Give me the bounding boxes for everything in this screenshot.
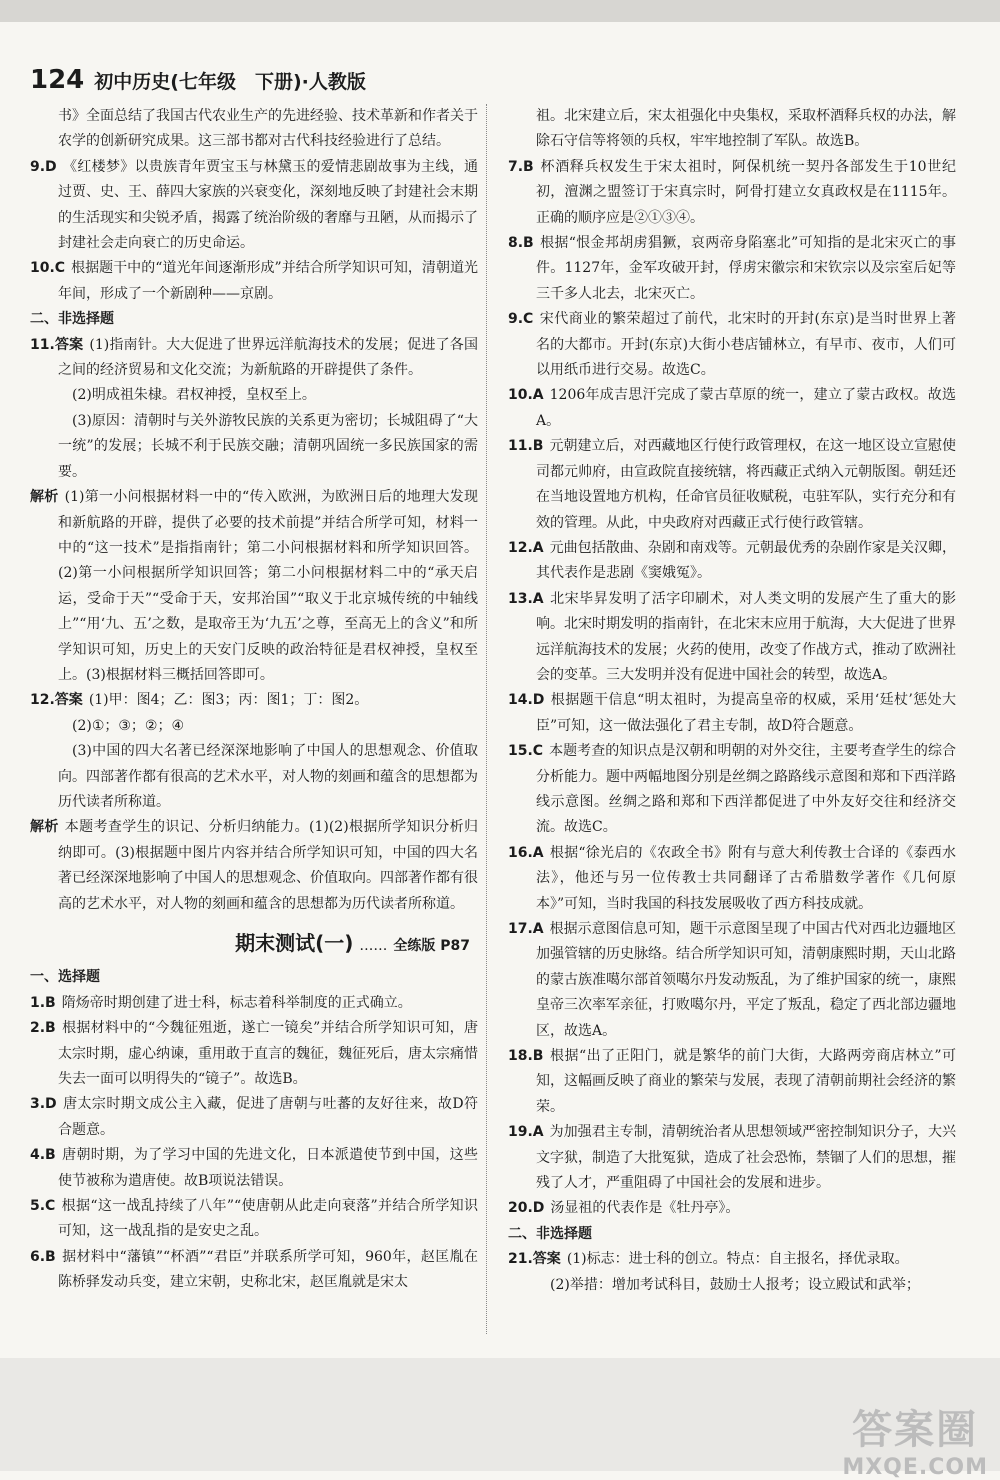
section-heading: 二、非选择题 (30, 311, 114, 328)
answer-number: 12.答案 (30, 692, 83, 709)
answer-text: 为加强君主专制，清朝统治者从思想领域严密控制知识分子，大兴文字狱，制造了大批冤狱，造成了社会恐怖，禁锢了人们的思想，摧残了人才，严重阻碍了中国社会的发展和进步。 (536, 1124, 956, 1192)
answer-number: 15.C (508, 743, 544, 760)
answer-text: (1)甲：图4；乙：图3；丙：图1；丁：图2。 (88, 692, 369, 709)
section-heading: 一、选择题 (30, 969, 100, 986)
answer-5 (30, 1194, 478, 1245)
answer-11 (508, 434, 956, 536)
right-column (508, 104, 956, 1298)
answer-number: 1.B (30, 994, 56, 1011)
answer-number: 12.A (508, 539, 544, 556)
answer-text: 根据“徐光启的《农政全书》附有与意大利传教士合译的《泰西水法》，他还与另一位传教士共同翻译了古希腊数学著作《几何原本》”可知，当时我国的科技发展吸收了西方科技成就。 (536, 844, 956, 912)
answer-number: 17.A (508, 921, 544, 937)
answer-text: 根据“恨金邦胡虏猖獗，哀两帝身陷塞北”可知指的是北宋灭亡的事件。1127年，金军攻破开封，俘虏宋徽宗和宋钦宗以及宗室后妃等三千多人北去，北宋灭亡。 (536, 235, 956, 302)
answer-12 (508, 536, 956, 587)
answer-number: 3.D (30, 1096, 57, 1113)
answer-text: 根据“出了正阳门，就是繁华的前门大街，大路两旁商店林立”可知，这幅画反映了商业的繁荣与发展，表现了清朝前期社会经济的繁荣。 (536, 1048, 956, 1115)
answer-text: 据材料中“藩镇”“杯酒”“君臣”并联系所学可知，960年，赵匡胤在陈桥驿发动兵变，建立宋朝，史称北宋，赵匡胤就是宋太 (58, 1248, 478, 1291)
answer-12-part3: (3)中国的四大名著已经深深地影响了中国人的思想观念、价值取向。四部著作都有很高的艺术水平，对人物的刻画和蕴含的思想都为历代读者所称道。 (58, 743, 478, 810)
answer-number: 18.B (508, 1048, 544, 1065)
answer-number: 6.B (30, 1248, 56, 1265)
answer-14 (508, 688, 956, 739)
answer-text: 根据“这一战乱持续了八年”“使唐朝从此走向衰落”并结合所学知识可知，这一战乱指的是安史之乱。 (58, 1198, 478, 1240)
answer-19 (508, 1120, 956, 1196)
answer-8 (508, 231, 956, 307)
page-number: 124 (30, 65, 85, 95)
site-watermark-logo (842, 1398, 988, 1480)
answer-text: 隋炀帝时期创建了进士科，标志着科举制度的正式确立。 (61, 994, 412, 1011)
answer-4 (30, 1143, 478, 1194)
answer-number: 10.C (30, 260, 66, 277)
answer-16 (508, 841, 956, 917)
answer-number: 21.答案 (508, 1251, 561, 1268)
answer-text: 元朝建立后，对西藏地区行使行政管理权，在这一地区设立宣慰使司都元帅府，由宣政院直接统辖，将西藏正式纳入元朝版图。朝廷还在当地设置地方机构，任命官员征收赋税，屯驻军队，实行充分和有效的管理。从此，中央政府对西藏正式行使行政管辖。 (536, 438, 956, 531)
analysis-text: (1)第一小问根据材料一中的“传入欧洲，为欧洲日后的地理大发现和新航路的开辟，提供了必要的技术前提”并结合所学可知，材料一中的“这一技术”是指指南针；第二小问根据材料和所学知识回答。(2)第一小问根据所学知识回答；第二小问根据材料二中的“承天启运，受命于天”“受命于天，安邦治国”“取义于北京城传统的中轴线上”“用‘九、五’之数，是取帝王为‘九五’之尊，至高无上的含义”和所学知识可知，历史上的天安门反映的政治特征是君权神授，皇权至上。(3)根据材料三概括回答即可。 (58, 489, 478, 683)
answer-number: 2.B (30, 1020, 56, 1037)
test-title-row (30, 931, 478, 959)
answer-text: 本题考查的知识点是汉朝和明朝的对外交往，主要考查学生的综合分析能力。题中两幅地图分别是丝绸之路路线示意图和郑和下西洋路线示意图。丝绸之路和郑和下西洋都促进了中外友好交往和经济交流。故选C。 (536, 743, 956, 836)
answer-text: 根据示意图信息可知，题干示意图呈现了中国古代对西北边疆地区加强管辖的历史脉络。结合所学知识可知，清朝康熙时期，天山北路的蒙古族准噶尔部首领噶尔丹发动叛乱，为了维护国家的统一，康熙皇帝三次率军亲征，打败噶尔丹，平定了叛乱，稳定了西北部边疆地区，故选A。 (536, 921, 956, 1039)
answer-1 (30, 991, 478, 1016)
answer-text: 根据题干信息“明太祖时，为提高皇帝的权威，采用‘廷杖’惩处大臣”可知，这一做法强化了君主专制，故D符合题意。 (536, 692, 956, 734)
answer-number: 10.A (508, 387, 544, 404)
answer-11-part2: (2)明成祖朱棣。君权神授，皇权至上。 (72, 387, 316, 404)
answer-9 (30, 155, 478, 257)
answer-number: 5.C (30, 1198, 56, 1215)
answer-text: 元曲包括散曲、杂剧和南戏等。元朝最优秀的杂剧作家是关汉卿，其代表作是悲剧《窦娥冤》。 (536, 539, 956, 582)
answer-number: 9.D (30, 158, 57, 175)
watermark-line1: 答案圈 (852, 1407, 979, 1453)
answer-text: 根据材料中的“今魏征殂逝，遂亡一镜矣”并结合所学知识可知，唐太宗时期，虚心纳谏，重用敢于直言的魏征，魏征死后，唐太宗痛惜失去一面可以明得失的“镜子”。故选B。 (58, 1020, 478, 1088)
answer-2 (30, 1016, 478, 1092)
answer-18 (508, 1044, 956, 1120)
analysis-12 (30, 815, 478, 917)
answer-21-part2: (2)举措：增加考试科目，鼓励士人报考；设立殿试和武举； (550, 1276, 920, 1293)
answer-number: 20.D (508, 1200, 545, 1217)
answer-text: 唐朝时期，为了学习中国的先进文化，日本派遣使节到中国，这些使节被称为遣唐使。故B项说法错误。 (58, 1147, 478, 1189)
analysis-text: 本题考查学生的识记、分析归纳能力。(1)(2)根据所学知识分析归纳即可。(3)根据题中图片内容并结合所学知识可知，中国的四大名著已经深深地影响了中国人的思想观念、价值取向。四部著作都有很高的艺术水平，对人物的刻画和蕴含的思想都为历代读者所称道。 (58, 819, 479, 912)
test-title: 期末测试(一) (235, 931, 354, 955)
answer-number: 19.A (508, 1124, 544, 1141)
answer-text: (1)标志：进士科的创立。特点：自主报名，择优录取。 (566, 1251, 909, 1268)
answer-12 (30, 688, 478, 713)
analysis-label: 解析 (30, 489, 59, 506)
answer-text: 杯酒释兵权发生于宋太祖时，阿保机统一契丹各部发生于10世纪初，澶渊之盟签订于宋真宗时，阿骨打建立女真政权是在1115年。正确的顺序应是②①③④。 (536, 158, 956, 226)
answer-number: 4.B (30, 1147, 56, 1164)
answer-text: 根据题干中的“道光年间逐渐形成”并结合所学知识可知，清朝道光年间，形成了一个新剧种——京剧。 (58, 260, 478, 302)
answer-7 (508, 155, 956, 231)
section-heading: 二、非选择题 (508, 1225, 592, 1242)
answer-11-part3: (3)原因：清朝时与关外游牧民族的关系更为密切；长城阻碍了“大一统”的发展；长城不利于民族交融；清朝巩固统一多民族国家的需要。 (58, 412, 478, 480)
column-divider (486, 104, 487, 1334)
answer-11 (30, 333, 478, 384)
page-header (30, 62, 366, 98)
answer-text: 《红楼梦》以贵族青年贾宝玉与林黛玉的爱情悲剧故事为主线，通过贾、史、王、薛四大家族的兴衰变化，深刻地反映了封建社会末期的生活现实和尖锐矛盾，揭露了统治阶级的奢靡与丑陋，从而揭示了封建社会走向衰亡的历史命运。 (58, 158, 478, 252)
answer-15 (508, 739, 956, 841)
answer-10 (30, 256, 478, 307)
answer-text: 唐太宗时期文成公主入藏，促进了唐朝与吐蕃的友好往来，故D符合题意。 (58, 1096, 478, 1138)
continued-text: 祖。北宋建立后，宋太祖强化中央集权，采取杯酒释兵权的办法，解除石守信等将领的兵权，牢牢地控制了军队。故选B。 (536, 108, 956, 150)
answer-3 (30, 1092, 478, 1143)
top-scan-edge (0, 0, 1000, 22)
analysis-11 (30, 485, 478, 688)
answer-number: 11.答案 (30, 336, 84, 353)
answer-10 (508, 383, 956, 434)
watermark-line2: MXQE.COM (842, 1455, 988, 1480)
answer-number: 16.A (508, 844, 544, 861)
answer-13 (508, 587, 956, 689)
answer-20 (508, 1196, 956, 1221)
answer-text: 1206年成吉思汗完成了蒙古草原的统一，建立了蒙古政权。故选A。 (536, 387, 956, 429)
answer-17 (508, 917, 956, 1044)
answer-number: 14.D (508, 692, 545, 709)
answer-text: 汤显祖的代表作是《牡丹亭》。 (550, 1200, 740, 1217)
answer-9 (508, 307, 956, 383)
answer-number: 13.A (508, 590, 544, 607)
answer-text: 北宋毕昇发明了活字印刷术，对人类文明的发展产生了重大的影响。北宋时期发明的指南针，在北宋末应用于航海，大大促进了世界远洋航海技术的发展；火药的使用，改变了作战方式，推动了欧洲社会的变革。三大发明并没有促进中国社会的转型，故选A。 (536, 590, 956, 683)
answer-21 (508, 1247, 956, 1272)
answer-number: 8.B (508, 235, 534, 252)
answer-number: 11.B (508, 438, 544, 455)
answer-text: 宋代商业的繁荣超过了前代，北宋时的开封(东京)是当时世界上著名的大都市。开封(东京)大街小巷店铺林立，有早市、夜市，人们可以用纸币进行交易。故选C。 (536, 311, 956, 379)
answer-12-part2: (2)①；③；②；④ (72, 717, 185, 734)
answer-number: 7.B (508, 158, 534, 175)
test-reference: 全练版 P87 (393, 938, 470, 954)
left-column (30, 104, 478, 1296)
answer-6 (30, 1245, 478, 1296)
continued-text: 书》全面总结了我国古代农业生产的先进经验、技术革新和作者关于农学的创新研究成果。这三部书都对古代科技经验进行了总结。 (58, 108, 478, 150)
book-title: 初中历史(七年级 下册)·人教版 (94, 70, 366, 93)
answer-number: 9.C (508, 311, 534, 328)
answer-text: (1)指南针。大大促进了世界远洋航海技术的发展；促进了各国之间的经济贸易和文化交流；为新航路的开辟提供了条件。 (58, 336, 478, 379)
analysis-label: 解析 (30, 819, 59, 836)
leader-dots: …… (359, 938, 388, 954)
